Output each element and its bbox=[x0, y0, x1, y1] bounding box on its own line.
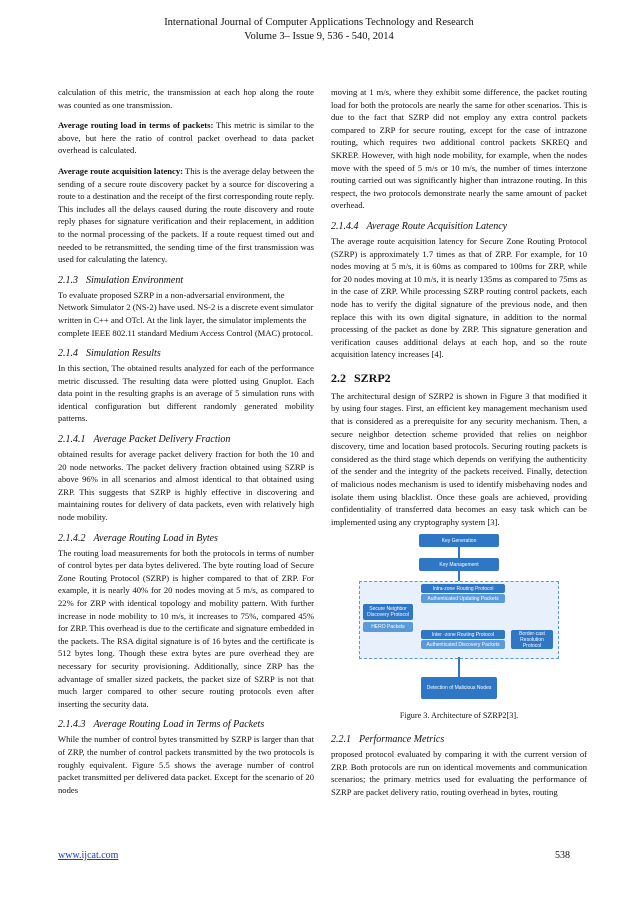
section-heading bbox=[331, 220, 587, 233]
section-heading bbox=[331, 733, 587, 746]
paragraph bbox=[58, 165, 314, 266]
paragraph: calculation of this metric, the transmission at each hop along the route was counted as one transmission. bbox=[58, 87, 314, 110]
paragraph: To evaluate proposed SZRP in a non-adversarial environment, the Network Simulator 2 (NS-2) have used. NS-2 is a discrete event simulator written in C++ and OTcl. At the link layer, the simulator implements the complete IEEE 802.11 standard Medium Access Control (MAC) protocol. bbox=[58, 289, 314, 338]
journal-volume: Volume 3– Issue 9, 536 - 540, 2014 bbox=[244, 31, 394, 42]
paragraph: proposed protocol evaluated by comparing it with the current version of ZRP. Both protocols are run on identical movements and communication scenarios; the primary metrics used for evaluating the performance of SZRP are packet delivery ratio, routing overhead in bytes, routing bbox=[331, 749, 587, 797]
section-title: Average Routing Load in Terms of Packets bbox=[93, 719, 265, 731]
paragraph: The routing load measurements for both the protocols in terms of number of control bytes per data bytes delivered. The byte routing load of Secure Zone Routing Protocol (SZRP) is higher compared to that of ZRP. For example, it is nearly 40% for 20 nodes moving at 5 m/s, as compared to 22% for ZRP with identical topology and mobility pattern. With further increase in node mobility to 10 m/s, it increases to 75%, compared 45% for ZRP. This overhead is due to the certificate and signature embedded in the packets. The RSA digital signature is of 16 bytes and the certificate is 512 bytes long. Though these extra bytes are pure overhead they are necessary for security provisioning. Additionally, since ZRP has the advantage of smaller sized packets, the packet size of SZRP is not that much larger compared to other secure routing protocols even after inserting the security data. bbox=[58, 547, 314, 709]
section-title: SZRP2 bbox=[354, 370, 391, 385]
section-number: 2.1.4.1 bbox=[58, 434, 86, 446]
intra-zone-box: Intra-zone Routing Protocol bbox=[421, 584, 505, 593]
key-management-box: Key Management bbox=[419, 558, 499, 571]
section-heading bbox=[331, 371, 587, 386]
border-cast-box: Border-cast Resolution Protocol bbox=[511, 630, 553, 649]
inter-zone-box: Inter -zone Routing Protocol bbox=[421, 630, 505, 639]
arrow-connector bbox=[458, 547, 460, 558]
figure-caption: Figure 3. Architecture of SZRP2[3]. bbox=[399, 711, 519, 721]
secure-neighbor-box: Secure Neighbor Discovery Protocol bbox=[363, 604, 413, 620]
paragraph: While the number of control bytes transmitted by SZRP is larger than that of ZRP, the number of control packets transmitted by the two protocols is roughly equivalent. Figure 5.5 shows the average number of control packet transmitted per delivered data packet. Except for the scenario of 20 nodes bbox=[58, 734, 314, 795]
key-generation-box: Key Generation bbox=[419, 534, 499, 547]
auth-discovery-box: Authenticated Discovery Packets bbox=[421, 640, 505, 649]
paragraph bbox=[58, 119, 314, 157]
section-number: 2.2.1 bbox=[331, 734, 351, 745]
section-heading bbox=[58, 274, 314, 287]
journal-title: International Journal of Computer Applications Technology and Research bbox=[164, 17, 474, 28]
section-heading bbox=[58, 718, 314, 731]
paragraph: In this section, The obtained results analyzed for each of the performance metric discussed. The resulting data were plotted using Gnuplot. Each data point in the resulting graphs is an average of 5 simulation runs with identical configuration but different randomly generated mobility patterns. bbox=[58, 363, 314, 424]
section-number: 2.1.3 bbox=[58, 274, 78, 286]
hello-packets-box: HERO Packets bbox=[363, 622, 413, 632]
arrow-connector bbox=[458, 571, 460, 581]
section-heading bbox=[58, 532, 314, 545]
journal-url-link[interactable]: www.ijcat.com bbox=[58, 850, 119, 861]
section-number: 2.1.4 bbox=[58, 348, 78, 360]
paragraph: obtained results for average packet delivery fraction for both the 10 and 20 node networks. The packet delivery fraction obtained using SZRP is above 96% in all scenarios and almost identical to that obtained using ZRP. This suggests that SZRP is highly effective in discovering and maintaining routes for delivery of data packets, even with relatively high node mobility. bbox=[58, 449, 314, 523]
left-column bbox=[58, 86, 314, 804]
section-heading bbox=[58, 347, 314, 360]
architecture-figure bbox=[359, 534, 559, 704]
section-title: Average Routing Load in Bytes bbox=[93, 532, 218, 544]
metric-definition: This metric is similar to the above, but here the ratio of control packet overhead to data packet overhead is calculated. bbox=[58, 120, 314, 156]
section-number: 2.1.4.2 bbox=[58, 532, 86, 544]
paragraph: The architectural design of SZRP2 is shown in Figure 3 that modified it by using four stages. First, an efficient key management mechanism used that is considered as a prerequisite for any security mechanism. Then, a secure neighbor detection scheme provided that relies on neighbor discovery, time and location based protocols. Securing routing packets is considered as the third stage which depends on verifying the authenticity of the sender and the integrity of the packets received. Finally, detection of malicious nodes mechanism is used to identify misbehaving nodes and isolate them using blacklist. Once these goals are achieved, providing confidentiality of transferred data becomes an easy task which can be implemented using any cryptography system [3]. bbox=[331, 390, 587, 527]
page-number: 538 bbox=[555, 850, 570, 861]
section-title: Simulation Results bbox=[86, 348, 161, 360]
detection-box: Detection of Malicious Nodes bbox=[421, 677, 497, 699]
metric-term: Average route acquisition latency: bbox=[58, 165, 184, 176]
auth-updating-box: Authenticated Updating Packets bbox=[421, 594, 505, 603]
section-number: 2.1.4.3 bbox=[58, 719, 86, 731]
arrow-connector bbox=[458, 657, 460, 677]
metric-definition: This is the average delay between the sending of a secure route discovery packet by a source for discovering a route to a destination and the receipt of the first corresponding route reply. This includes all the delays caused during the route discovery and route reply phases for signature verification and their replacement, in addition to the normal processing of the packets. If a route request timed out and needed to be retransmitted, the sending time of the first transmission was used for calculating the latency. bbox=[58, 165, 314, 265]
metric-term: Average routing load in terms of packets: bbox=[58, 120, 214, 131]
paragraph: moving at 1 m/s, where they exhibit some difference, the packet routing load for both the protocols are nearly the same for other scenarios. This is due to the fact that SZRP did not employ any extra control packets compared to ZRP for secure routing, except for the case of intrazone routing, which requires two additional control packets SKREQ and SKREP. However, with high node mobility, for example, when the nodes move with the speed of 5 m/s or 10 m/s, the number of times interzone routing carried out was significantly higher than intrazone routing. In this respect, the two protocols demonstrate nearly the same amount of packet overhead. bbox=[331, 87, 587, 211]
section-title: Average Packet Delivery Fraction bbox=[93, 434, 231, 446]
section-number: 2.2 bbox=[331, 370, 346, 385]
section-title: Performance Metrics bbox=[359, 734, 445, 745]
section-title: Average Route Acquisition Latency bbox=[366, 220, 508, 232]
section-number: 2.1.4.4 bbox=[331, 220, 359, 232]
section-heading bbox=[58, 433, 314, 446]
journal-header bbox=[0, 16, 638, 44]
paragraph: The average route acquisition latency for Secure Zone Routing Protocol (SZRP) is approximately 1.7 times as that of ZRP. For example, for 10 nodes moving at 5 m/s, it is 60ms as compared to 100ms for ZRP, while for 20 nodes moving at 10 m/s, it is nearly 135ms as compared to 75ms as in the case of ZRP. While processing SZRP routing control packets, each node has to verify the digital signature of the previous node, and then replace this with its own digital signature, in addition to the normal processing of the packet as done by ZRP. This signature generation and verification causes additional delays at each hop, and so the route acquisition latency increases [4]. bbox=[331, 235, 587, 360]
section-title: Simulation Environment bbox=[86, 274, 184, 286]
right-column bbox=[331, 86, 587, 806]
